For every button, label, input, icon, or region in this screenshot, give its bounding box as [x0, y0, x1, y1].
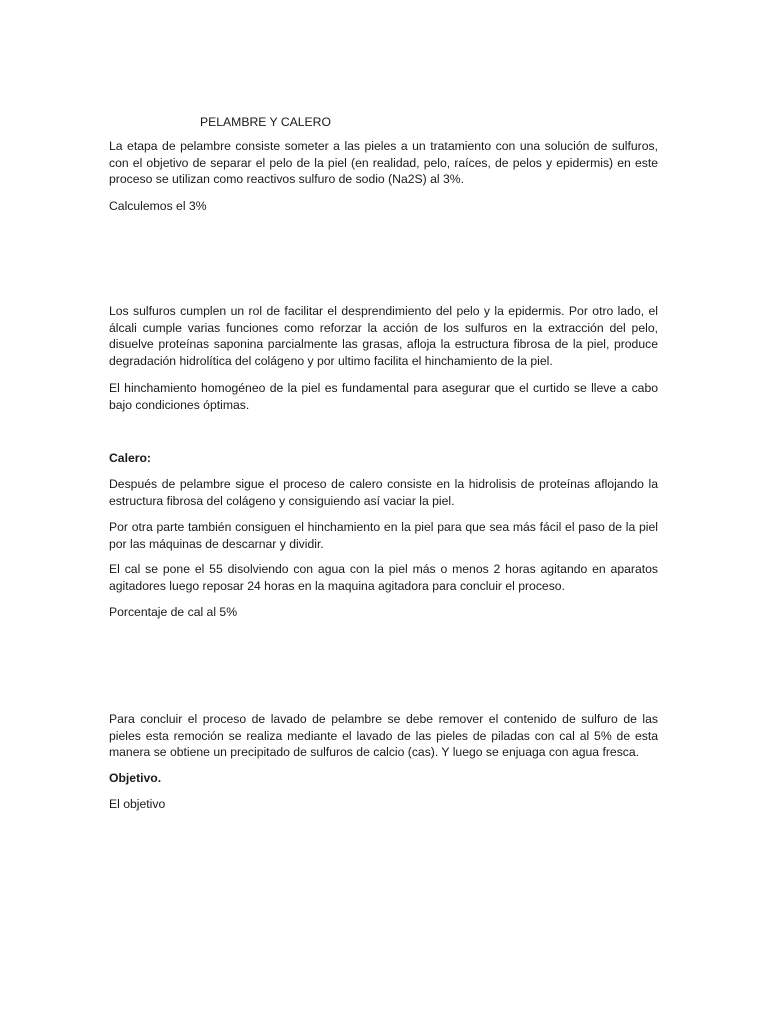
heading-objetivo: Objetivo. — [109, 771, 162, 785]
paragraph-sulfuros: Los sulfuros cumplen un rol de facilitar el desprendimiento del pelo y la epidermis. Por otro lado, el álcali cumple varias funciones como reforzar la acción de los sulfuros en la extracción del pelo, disuelve proteínas saponina parcialmente las grasas, afloja la estructura fibrosa de la piel, produce degradación hidrolítica del colágeno y por ultimo facilita el hinchamiento de la piel. — [109, 304, 658, 369]
paragraph-calero-hinchamiento: Por otra parte también consiguen el hinchamiento en la piel para que sea más fácil el paso de la piel por las máquinas de descarnar y dividir. — [109, 520, 658, 551]
paragraph-porcentaje-cal: Porcentaje de cal al 5% — [109, 605, 238, 619]
heading-calero: Calero: — [109, 451, 151, 465]
paragraph-hinchamiento: El hinchamiento homogéneo de la piel es fundamental para asegurar que el curtido se lleve a cabo bajo condiciones óptimas. — [109, 381, 658, 412]
paragraph-cal-disolviendo: El cal se pone el 55 disolviendo con agua con la piel más o menos 2 horas agitando en aparatos agitadores luego reposar 24 horas en la maquina agitadora para concluir el proceso. — [109, 562, 658, 593]
paragraph-lavado-pelambre: Para concluir el proceso de lavado de pelambre se debe remover el contenido de sulfuro de las pieles esta remoción se realiza mediante el lavado de las pieles de piladas con cal al 5% de esta manera se obtiene un precipitado de sulfuros de calcio (cas). Y luego se enjuaga con agua fresca. — [109, 712, 658, 760]
paragraph-calculemos: Calculemos el 3% — [109, 199, 207, 213]
paragraph-calero-proceso: Después de pelambre sigue el proceso de calero consiste en la hidrolisis de proteínas aflojando la estructura fibrosa del colágeno y consiguiendo así vaciar la piel. — [109, 477, 658, 508]
paragraph-objetivo: El objetivo — [109, 797, 166, 811]
document-title: PELAMBRE Y CALERO — [200, 115, 331, 129]
paragraph-pelambre-intro: La etapa de pelambre consiste someter a las pieles a un tratamiento con una solución de sulfuros, con el objetivo de separar el pelo de la piel (en realidad, pelo, raíces, de pelos y epidermis) en este proceso se utilizan como reactivos sulfuro de sodio (Na2S) al 3%. — [109, 139, 658, 187]
